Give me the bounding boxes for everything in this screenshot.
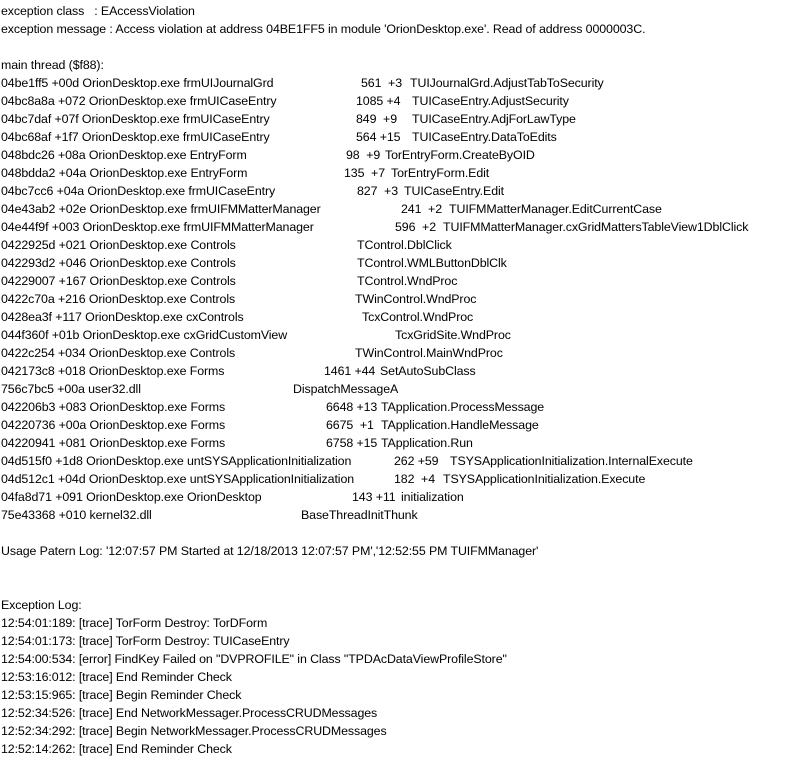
frame-address: 04bc7cc6 +04a OrionDesktop.exe frmUICaseEntry xyxy=(1,184,276,198)
frame-method: TorEntryForm.CreateByOID xyxy=(385,148,535,162)
frame-line: 596 +2 xyxy=(395,220,436,234)
frame-address: 04bc8a8a +072 OrionDesktop.exe frmUICaseEntry xyxy=(1,94,277,108)
frame-method: TSYSApplicationInitialization.InternalExecute xyxy=(450,454,693,468)
frame-address: 04fa8d71 +091 OrionDesktop.exe OrionDesktop xyxy=(1,490,262,504)
frame-line: 135 +7 xyxy=(344,166,385,180)
stack-frame xyxy=(1,416,801,434)
stack-frame xyxy=(1,110,801,128)
frame-line: 6648 +13 xyxy=(326,400,378,414)
frame-address: 0422c254 +034 OrionDesktop.exe Controls xyxy=(1,346,236,360)
stack-frame xyxy=(1,398,801,416)
main-thread-title: main thread ($f88): xyxy=(1,58,104,72)
stack-frame xyxy=(1,344,801,362)
frame-address: 04bc68af +1f7 OrionDesktop.exe frmUICaseEntry xyxy=(1,130,270,144)
frame-method: BaseThreadInitThunk xyxy=(301,508,418,522)
frame-method: TWinControl.WndProc xyxy=(355,292,477,306)
stack-frame xyxy=(1,308,801,326)
frame-line: 143 +11 xyxy=(352,490,396,504)
stack-frame xyxy=(1,380,801,398)
frame-method: TcxGridSite.WndProc xyxy=(395,328,511,342)
frame-method: TUICaseEntry.DataToEdits xyxy=(412,130,557,144)
stack-frame xyxy=(1,326,801,344)
frame-address: 042206b3 +083 OrionDesktop.exe Forms xyxy=(1,400,226,414)
frame-method: TUIJournalGrd.AdjustTabToSecurity xyxy=(410,76,604,90)
frame-method: TUIFMMatterManager.EditCurrentCase xyxy=(449,202,662,216)
frame-method: TControl.DblClick xyxy=(357,238,452,252)
stack-frame xyxy=(1,272,801,290)
stack-frame xyxy=(1,488,801,506)
frame-address: 04229007 +167 OrionDesktop.exe Controls xyxy=(1,274,236,288)
frame-line: 182 +4 xyxy=(394,472,435,486)
log-entry: 12:54:01:173: [trace] TorForm Destroy: TUICaseEntry xyxy=(1,634,290,648)
stack-frame xyxy=(1,200,801,218)
frame-method: TApplication.Run xyxy=(381,436,473,450)
exception-class-line: exception class : EAccessViolation xyxy=(1,4,195,18)
frame-address: 048bdc26 +08a OrionDesktop.exe EntryForm xyxy=(1,148,247,162)
frame-method: SetAutoSubClass xyxy=(380,364,476,378)
exception-log-title: Exception Log: xyxy=(1,598,82,612)
frame-line: 561 +3 xyxy=(361,76,402,90)
frame-method: TcxControl.WndProc xyxy=(362,310,474,324)
frame-address: 75e43368 +010 kernel32.dll xyxy=(1,508,152,522)
frame-method: TApplication.ProcessMessage xyxy=(381,400,545,414)
stack-frame xyxy=(1,218,801,236)
frame-address: 756c7bc5 +00a user32.dll xyxy=(1,382,141,396)
frame-address: 04be1ff5 +00d OrionDesktop.exe frmUIJournalGrd xyxy=(1,76,274,90)
frame-method: TUICaseEntry.AdjustSecurity xyxy=(412,94,569,108)
frame-address: 04d512c1 +04d OrionDesktop.exe untSYSApplicationInitialization xyxy=(1,472,355,486)
frame-method: TorEntryForm.Edit xyxy=(391,166,490,180)
frame-address: 042173c8 +018 OrionDesktop.exe Forms xyxy=(1,364,225,378)
log-entry: 12:53:15:965: [trace] Begin Reminder Check xyxy=(1,688,242,702)
frame-line: 98 +9 xyxy=(346,148,381,162)
stack-frame xyxy=(1,92,801,110)
frame-method: TWinControl.MainWndProc xyxy=(355,346,503,360)
frame-line: 827 +3 xyxy=(357,184,398,198)
frame-line: 1461 +44 xyxy=(324,364,376,378)
frame-address: 04e44f9f +003 OrionDesktop.exe frmUIFMMatterManager xyxy=(1,220,314,234)
frame-method: TUICaseEntry.Edit xyxy=(404,184,504,198)
frame-address: 0422c70a +216 OrionDesktop.exe Controls xyxy=(1,292,236,306)
log-entry: 12:52:34:292: [trace] Begin NetworkMessager.ProcessCRUDMessages xyxy=(1,724,387,738)
stack-frame xyxy=(1,146,801,164)
frame-address: 04220941 +081 OrionDesktop.exe Forms xyxy=(1,436,226,450)
stack-frame xyxy=(1,452,801,470)
frame-method: TUICaseEntry.AdjForLawType xyxy=(412,112,576,126)
stack-frame xyxy=(1,434,801,452)
frame-method: TControl.WMLButtonDblClk xyxy=(357,256,507,270)
log-entry: 12:54:00:534: [error] FindKey Failed on "DVPROFILE" in Class "TPDAcDataViewProfileStore" xyxy=(1,652,507,666)
log-entry: 12:52:34:526: [trace] End NetworkMessager.ProcessCRUDMessages xyxy=(1,706,378,720)
exception-message-line: exception message : Access violation at address 04BE1FF5 in module 'OrionDesktop.exe'. Read of address 0000003C. xyxy=(1,22,646,36)
frame-line: 849 +9 xyxy=(356,112,397,126)
stack-frame xyxy=(1,164,801,182)
frame-method: TControl.WndProc xyxy=(357,274,458,288)
frame-line: 262 +59 xyxy=(394,454,439,468)
stack-frame xyxy=(1,470,801,488)
stack-frame xyxy=(1,254,801,272)
frame-address: 0422925d +021 OrionDesktop.exe Controls xyxy=(1,238,236,252)
stack-frame xyxy=(1,290,801,308)
frame-line: 564 +15 xyxy=(356,130,401,144)
frame-address: 04bc7daf +07f OrionDesktop.exe frmUICaseEntry xyxy=(1,112,270,126)
stack-frame xyxy=(1,182,801,200)
usage-pattern-log: Usage Patern Log: '12:07:57 PM Started at 12/18/2013 12:07:57 PM','12:52:55 PM TUIFMManager' xyxy=(1,544,539,558)
log-entry: 12:53:16:012: [trace] End Reminder Check xyxy=(1,670,232,684)
frame-address: 04e43ab2 +02e OrionDesktop.exe frmUIFMMatterManager xyxy=(1,202,321,216)
frame-method: TSYSApplicationInitialization.Execute xyxy=(443,472,646,486)
frame-method: TApplication.HandleMessage xyxy=(381,418,539,432)
stack-frame xyxy=(1,506,801,524)
frame-address: 048bdda2 +04a OrionDesktop.exe EntryForm xyxy=(1,166,248,180)
frame-line: 1085 +4 xyxy=(356,94,401,108)
frame-address: 0428ea3f +117 OrionDesktop.exe cxControls xyxy=(1,310,244,324)
frame-method: initialization xyxy=(401,490,464,504)
log-entry: 12:52:14:262: [trace] End Reminder Check xyxy=(1,742,232,756)
frame-address: 044f360f +01b OrionDesktop.exe cxGridCustomView xyxy=(1,328,288,342)
stack-frame xyxy=(1,236,801,254)
stack-frame xyxy=(1,362,801,380)
log-entry: 12:54:01:189: [trace] TorForm Destroy: TorDForm xyxy=(1,616,268,630)
stack-frame xyxy=(1,74,801,92)
frame-line: 241 +2 xyxy=(401,202,442,216)
frame-address: 042293d2 +046 OrionDesktop.exe Controls xyxy=(1,256,236,270)
frame-line: 6675 +1 xyxy=(326,418,374,432)
frame-address: 04d515f0 +1d8 OrionDesktop.exe untSYSApplicationInitialization xyxy=(1,454,352,468)
frame-method: TUIFMMatterManager.cxGridMattersTableView1DblClick xyxy=(443,220,749,234)
frame-address: 04220736 +00a OrionDesktop.exe Forms xyxy=(1,418,226,432)
frame-method: DispatchMessageA xyxy=(293,382,399,396)
stack-frame xyxy=(1,128,801,146)
frame-line: 6758 +15 xyxy=(326,436,378,450)
